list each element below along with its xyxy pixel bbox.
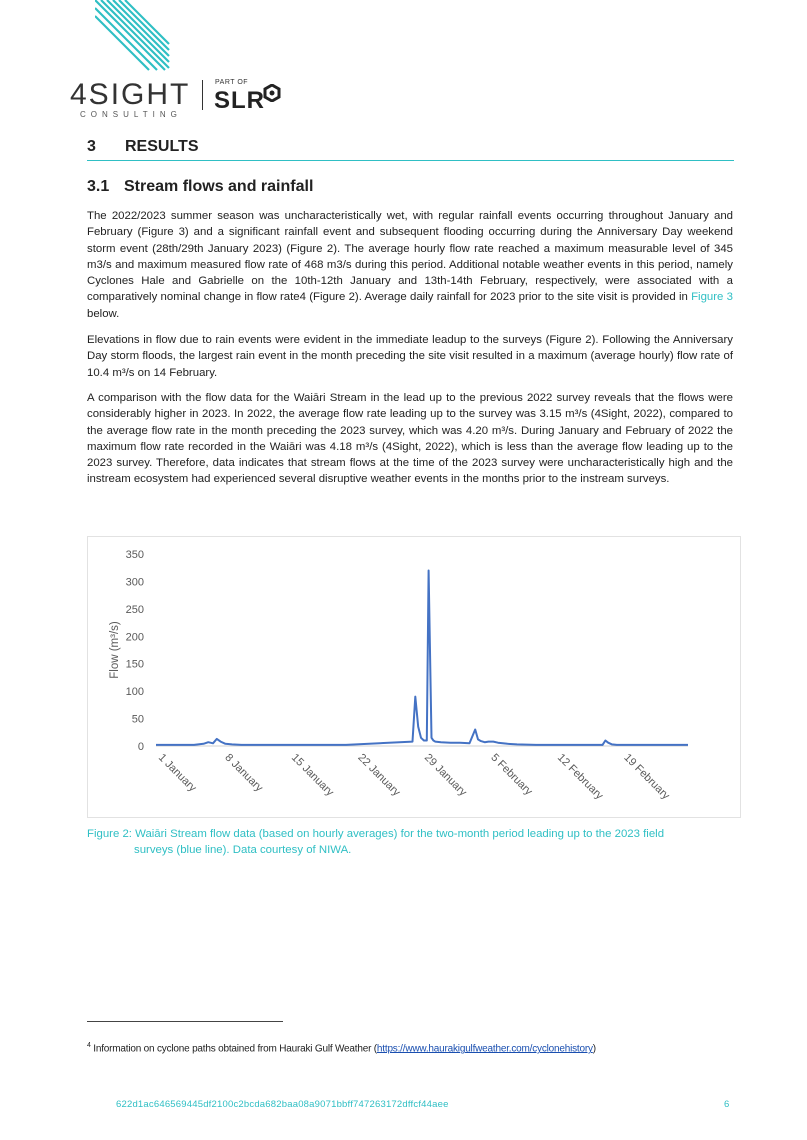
footnote (87, 1042, 596, 1054)
paragraph-1-end: below. (87, 307, 120, 320)
company-logo-text: 4SIGHT (70, 78, 191, 111)
logo-stripes-graphic (95, 0, 170, 75)
footnote-link[interactable]: https://www.haurakigulfweather.com/cyclonehistory (376, 1043, 593, 1055)
footnote-text: Information on cyclone paths obtained from Hauraki Gulf Weather ( (90, 1043, 377, 1055)
caption-line-1: Figure 2: Waiāri Stream flow data (based on hourly averages) for the two-month period leading up to the 2023 field (87, 828, 665, 840)
caption-line-2: surveys (blue line). Data courtesy of NIWA. (134, 844, 352, 856)
paragraph-1 (87, 208, 733, 322)
partner-logo-icon (263, 84, 281, 102)
y-tick-label: 50 (131, 713, 144, 726)
y-axis-label: Flow (m³/s) (109, 621, 121, 679)
section-number: 3 (87, 138, 96, 155)
section-heading (87, 136, 734, 161)
y-tick-label: 250 (125, 603, 144, 616)
part-of-label: PART OF (215, 79, 249, 86)
y-tick-label: 350 (125, 549, 144, 561)
footnote-rule (87, 1021, 283, 1022)
y-tick-label: 100 (125, 686, 144, 699)
footnote-close: ) (592, 1043, 596, 1055)
partner-logo-text: SLR (214, 87, 265, 114)
subsection-number: 3.1 (87, 178, 110, 195)
subsection-title: Stream flows and rainfall (124, 178, 314, 195)
paragraph-2: Elevations in flow due to rain events were evident in the immediate leadup to the surveys (Figure 2). Following the Anniversary Day storm floods, the largest rain event in the month preceding the site visit resulted in a maximum (average hourly) flow rate of 10.4 m³/s on 14 February. (87, 334, 733, 379)
x-tick-label: 8 January (222, 751, 266, 795)
flow-series-line (156, 571, 688, 745)
x-tick-label: 22 January (355, 751, 403, 799)
x-tick-label: 12 February (554, 751, 606, 803)
page-number: 6 (724, 1099, 730, 1110)
subsection-heading (87, 178, 313, 196)
header-logo-area (0, 0, 807, 130)
document-id: 622d1ac646569445df2100c2bcda682baa08a9071bbff747263172dffcf44aee (116, 1099, 449, 1110)
flow-chart-container (87, 536, 741, 818)
x-tick-label: 5 February (488, 751, 535, 798)
x-tick-label: 29 January (421, 751, 469, 799)
paragraph-3: A comparison with the flow data for the Waiāri Stream in the lead up to the previous 2022 survey reveals that the flows were considerably higher in 2023. In 2022, the average flow rate leading up to the survey was 3.15 m³/s (4Sight, 2022), compared to the average flow rate in the month preceding the 2023 survey, which was 4.20 m³/s. During January and February of 2022 the maximum flow rate recorded in the Waiāri was 4.18 m³/s (4Sight, 2022), which is less than the average flow leading up to the 2023 survey. Therefore, data indicates that stream flows at the time of the 2023 survey were uncharacteristically high and the instream ecosystem had experienced several disruptive weather events in the months prior to the instream surveys. (87, 392, 733, 486)
x-tick-label: 1 January (155, 751, 199, 795)
flow-chart (88, 537, 740, 817)
footnote-marker: 4 (87, 1042, 91, 1049)
y-tick-label: 0 (137, 741, 144, 753)
company-logo-subtext: CONSULTING (80, 110, 182, 119)
section-title: RESULTS (125, 138, 199, 155)
figure-caption (87, 826, 737, 858)
y-tick-label: 300 (125, 576, 144, 589)
logo-divider (202, 80, 203, 110)
x-tick-label: 15 January (288, 751, 336, 799)
figure-3-link[interactable]: Figure 3 (691, 291, 733, 304)
y-tick-label: 150 (125, 658, 144, 671)
x-tick-label: 19 February (621, 751, 672, 803)
y-tick-label: 200 (125, 631, 144, 644)
paragraph-1-text: The 2022/2023 summer season was uncharacteristically wet, with regular rainfall events occurring throughout January and February (Figure 3) and a significant rainfall event and subsequent flooding occurring during the Anniversary Day weekend storm event (28th/29th January 2023) (Figure 2). The average hourly flow rate reached a maximum measurable level of 345 m3/s and maximum measured flow rate of 468 m3/s during this period. Additional notable weather events in this period, namely Cyclones Hale and Gabrielle on the 10th-12th January and 13th-14th February, respectively, were associated with a comparatively nominal change in flow rate4 (Figure 2). Average daily rainfall for 2023 prior to the site visit is provided in (87, 210, 733, 304)
